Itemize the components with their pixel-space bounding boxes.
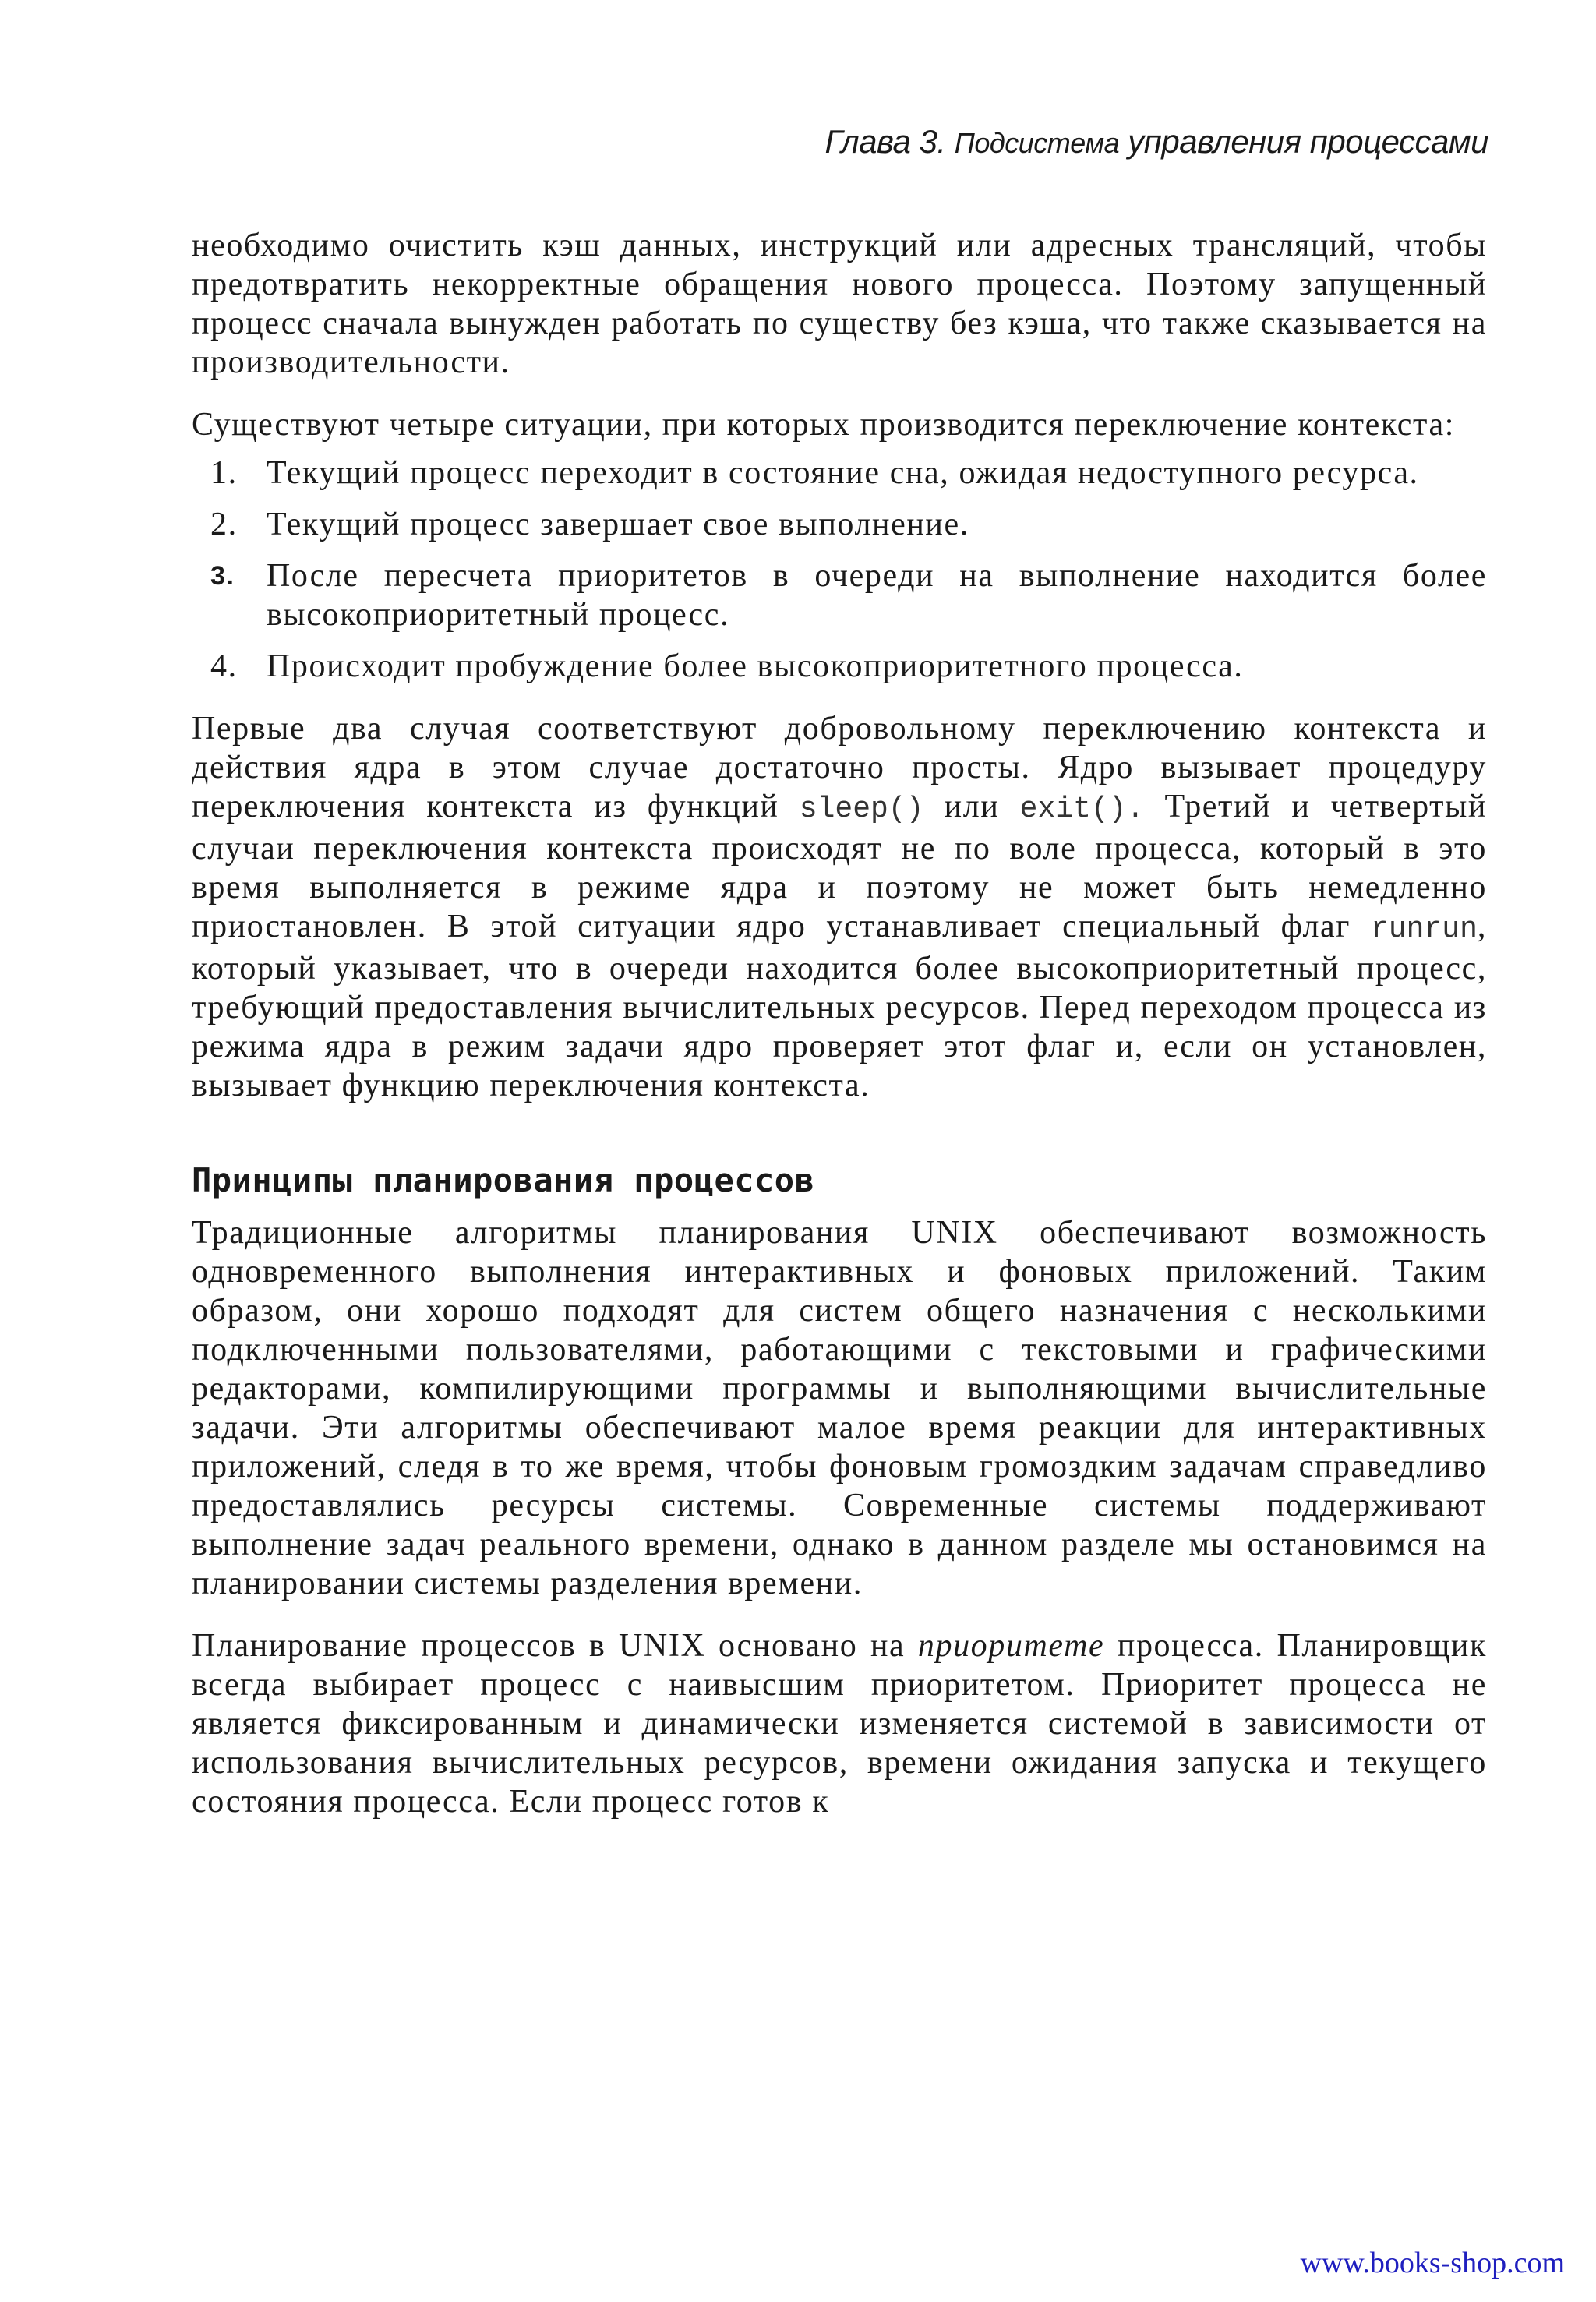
paragraph-3 [192, 709, 1487, 1105]
page-body [192, 226, 1487, 1845]
section-heading: Принципы планирования процессов [192, 1161, 815, 1199]
code-sleep: sleep() [799, 793, 924, 826]
header-section-rest: управления процессами [1119, 123, 1488, 160]
code-runrun: runrun [1371, 913, 1478, 946]
list-text: После пересчета приоритетов в очереди на выполнение находится более высокоприоритетный процесс. [267, 558, 1487, 633]
paragraph-2: Существуют четыре ситуации, при которых производится переключение контекста: [192, 407, 1456, 443]
paragraph-5 [192, 1626, 1487, 1821]
paragraph-5-part-a: Планирование процессов в UNIX основано на [192, 1628, 918, 1664]
paragraph-1: необходимо очистить кэш данных, инструкций или адресных трансляций, чтобы предотвратить некорректные обращения нового процесса. Поэтому запущенный процесс сначала вынужден работать по существу без кэша, что также сказывается на производительности. [192, 228, 1487, 380]
list-item [192, 505, 1487, 544]
paragraph-3-part-d: , который указывает, что в очереди находится более высокоприоритетный процесс, требующий предоставления вычислительных ресурсов. Перед переходом процесса из режима ядра в режим задачи ядро проверяет этот флаг и, если он установлен, вызывает функцию переключения контекста. [192, 909, 1487, 1103]
paragraph-3-part-c: Третий и четвертый случаи переключения контекста происходят не по воле процесса, который в это время выполняется в режиме ядра и поэтому не может быть немедленно приостановлен. В этой ситуации ядро устанавливает специальный флаг [192, 789, 1487, 944]
list-number: 3. [210, 561, 235, 591]
list-text: Текущий процесс переходит в состояние сна, ожидая недоступного ресурса. [267, 455, 1419, 491]
list-number: 2. [210, 507, 238, 542]
list-item [192, 556, 1487, 634]
list-text: Текущий процесс завершает свое выполнение. [267, 507, 969, 542]
term-priority: приоритете [917, 1628, 1105, 1664]
list-item [192, 454, 1487, 493]
header-section-small: Подсистема [954, 127, 1120, 159]
running-header [824, 123, 1488, 161]
list-number: 4. [210, 648, 238, 684]
list-number: 1. [210, 455, 238, 491]
header-chapter: Глава 3. [824, 123, 955, 160]
paragraph-5-part-b: процесса. Планировщик всегда выбирает процесс с наивысшим приоритетом. Приоритет процесса не является фиксированным и динамически изменяется системой в зависимости от использования вычислительных ресурсов, времени ожидания запуска и текущего состояния процесса. Если процесс готов к [192, 1628, 1488, 1820]
footer-url-link[interactable]: www.books-shop.com [1300, 2247, 1565, 2279]
code-exit: exit(). [1019, 793, 1145, 826]
paragraph-3-part-a: Первые два случая соответствуют добровольному переключению контекста и действия ядра в этом случае достаточно просты. Ядро вызывает процедуру переключения контекста из функций [192, 711, 1487, 824]
context-switch-list [192, 454, 1487, 686]
list-item [192, 647, 1487, 686]
paragraph-3-part-b: или [923, 789, 1020, 824]
list-text: Происходит пробуждение более высокоприоритетного процесса. [267, 648, 1244, 684]
paragraph-4: Традиционные алгоритмы планирования UNIX обеспечивают возможность одновременного выполнения интерактивных и фоновых приложений. Таким образом, они хорошо подходят для систем общего назначения с несколькими подключенными пользователями, работающими с текстовыми и графическими редакторами, компилирующими программы и выполняющими вычислительные задачи. Эти алгоритмы обеспечивают малое время реакции для интерактивных приложений, следя в то же время, чтобы фоновым громоздким задачам справедливо предоставлялись ресурсы системы. Современные системы поддерживают выполнение задач реального времени, однако в данном разделе мы остановимся на планировании системы разделения времени. [192, 1215, 1487, 1601]
